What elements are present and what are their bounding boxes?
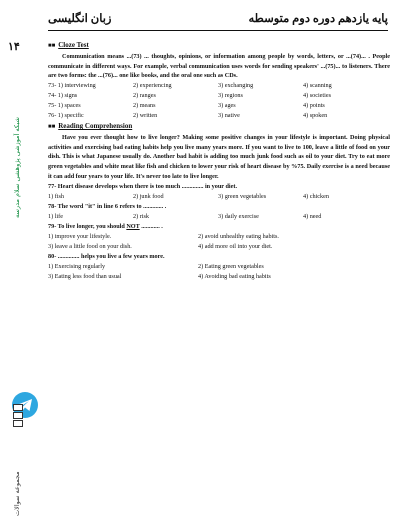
question-80-row-2: [48, 272, 390, 282]
cloze-passage: Communication means ...(73) ... thoughts, opinions, or information among people by words, letters, or ...(74)... . People communicate in different ways. For example, verbal communication uses words for sending speakers' ...(75)... to listeners. There are two forms: the ...(76)... one like books, and the oral one such as CDs.: [48, 52, 390, 80]
option-74-3: 3) regions: [218, 92, 243, 100]
question-80-row-1: [48, 262, 390, 272]
side-strip: [0, 36, 34, 516]
option-80-2: 2) Eating green vegetables: [198, 262, 264, 270]
option-73-3: 3) exchanging: [218, 82, 254, 90]
question-73: [48, 81, 390, 91]
option-73-2: 2) experiencing: [133, 82, 172, 90]
page-number: ۱۴: [8, 41, 20, 53]
option-74-4: 4) societies: [303, 92, 332, 100]
bullet-icon: ■■: [48, 124, 56, 131]
page-header: [48, 10, 388, 32]
option-79-2: 2) avoid unhealthy eating habits.: [198, 232, 279, 240]
cloze-heading: ■■ Cloze Test: [48, 40, 390, 52]
option-80-4: 4) Avoiding bad eating habits: [198, 272, 271, 280]
option-79-4: 4) add more oil into your diet.: [198, 242, 273, 250]
option-77-3: 3) green vegetables: [218, 193, 267, 201]
option-78-4: 4) need: [303, 213, 322, 221]
worksheet-content: [48, 40, 390, 281]
option-74-1: 74- 1) signs: [48, 92, 78, 100]
option-76-2: 2) written: [133, 112, 158, 120]
header-grade: پایه یازدهم دوره دوم متوسطه: [248, 13, 388, 25]
option-75-1: 75- 1) spaces: [48, 102, 81, 110]
option-75-4: 4) points: [303, 102, 325, 110]
option-75-2: 2) means: [133, 102, 156, 110]
option-79-3: 3) leave a little food on your dish.: [48, 242, 132, 250]
option-80-1: 1) Exercising regularly: [48, 262, 106, 270]
question-74: [48, 91, 390, 101]
reading-passage: Have you ever thought how to live longer? Making some positive changes in your lifestyle is important. Doing physical activities and exercising bad eating habits help you live many years more. If you want to live to 100, leave a little of food on your dish. This is what Japanese usually do. Another bad habit is adding too much junk food such as oil to your diet. Try to eat more green vegetables and white meat like fish and chicken to lower your risk of heart disease by %75. Daily exercise is a need because it can add four years to your life. It's never too late to live longer.: [48, 133, 390, 181]
option-80-3: 3) Eating less food than usual: [48, 272, 122, 280]
header-rule: [48, 30, 388, 31]
header-subject: زبان انگلیسی: [48, 13, 112, 25]
question-77-stem: 77- Heart disease develops when there is too much .............. in your diet.: [48, 183, 237, 191]
side-marker-2: [13, 412, 23, 419]
question-79-row-1: [48, 232, 390, 242]
option-76-4: 4) spoken: [303, 112, 328, 120]
side-vertical-text-top: شبکه آموزشی پژوهشی سلام مدرسه: [13, 117, 21, 218]
option-73-1: 73- 1) interviewing: [48, 82, 96, 90]
option-79-1: 1) improve your lifestyle.: [48, 232, 112, 240]
question-77: [48, 192, 390, 202]
question-78-stem: 78- The word "it" in line 6 refers to ............. .: [48, 203, 167, 211]
option-76-3: 3) native: [218, 112, 240, 120]
side-vertical-text-bottom: مجموعه سوالات: [13, 471, 21, 516]
question-80-stem: 80- .............. helps you live a few years more.: [48, 252, 165, 260]
option-78-1: 1) life: [48, 213, 63, 221]
option-73-4: 4) scanning: [303, 82, 332, 90]
option-78-3: 3) daily exercise: [218, 213, 259, 221]
question-78: [48, 212, 390, 222]
question-79-stem: 79- To live longer, you should NOT ............ .: [48, 222, 163, 230]
question-75: [48, 101, 390, 111]
option-77-1: 1) fish: [48, 193, 64, 201]
option-77-4: 4) chicken: [303, 193, 329, 201]
side-marker-1: [13, 404, 23, 411]
option-77-2: 2) junk food: [133, 193, 164, 201]
option-74-2: 2) ranges: [133, 92, 156, 100]
option-75-3: 3) ages: [218, 102, 236, 110]
option-76-1: 76- 1) specific: [48, 112, 84, 120]
bullet-icon: ■■: [48, 43, 56, 49]
reading-heading: ■■ Reading Comprehension: [48, 121, 390, 133]
option-78-2: 2) risk: [133, 213, 149, 221]
question-79-row-2: [48, 242, 390, 252]
question-76: [48, 111, 390, 121]
